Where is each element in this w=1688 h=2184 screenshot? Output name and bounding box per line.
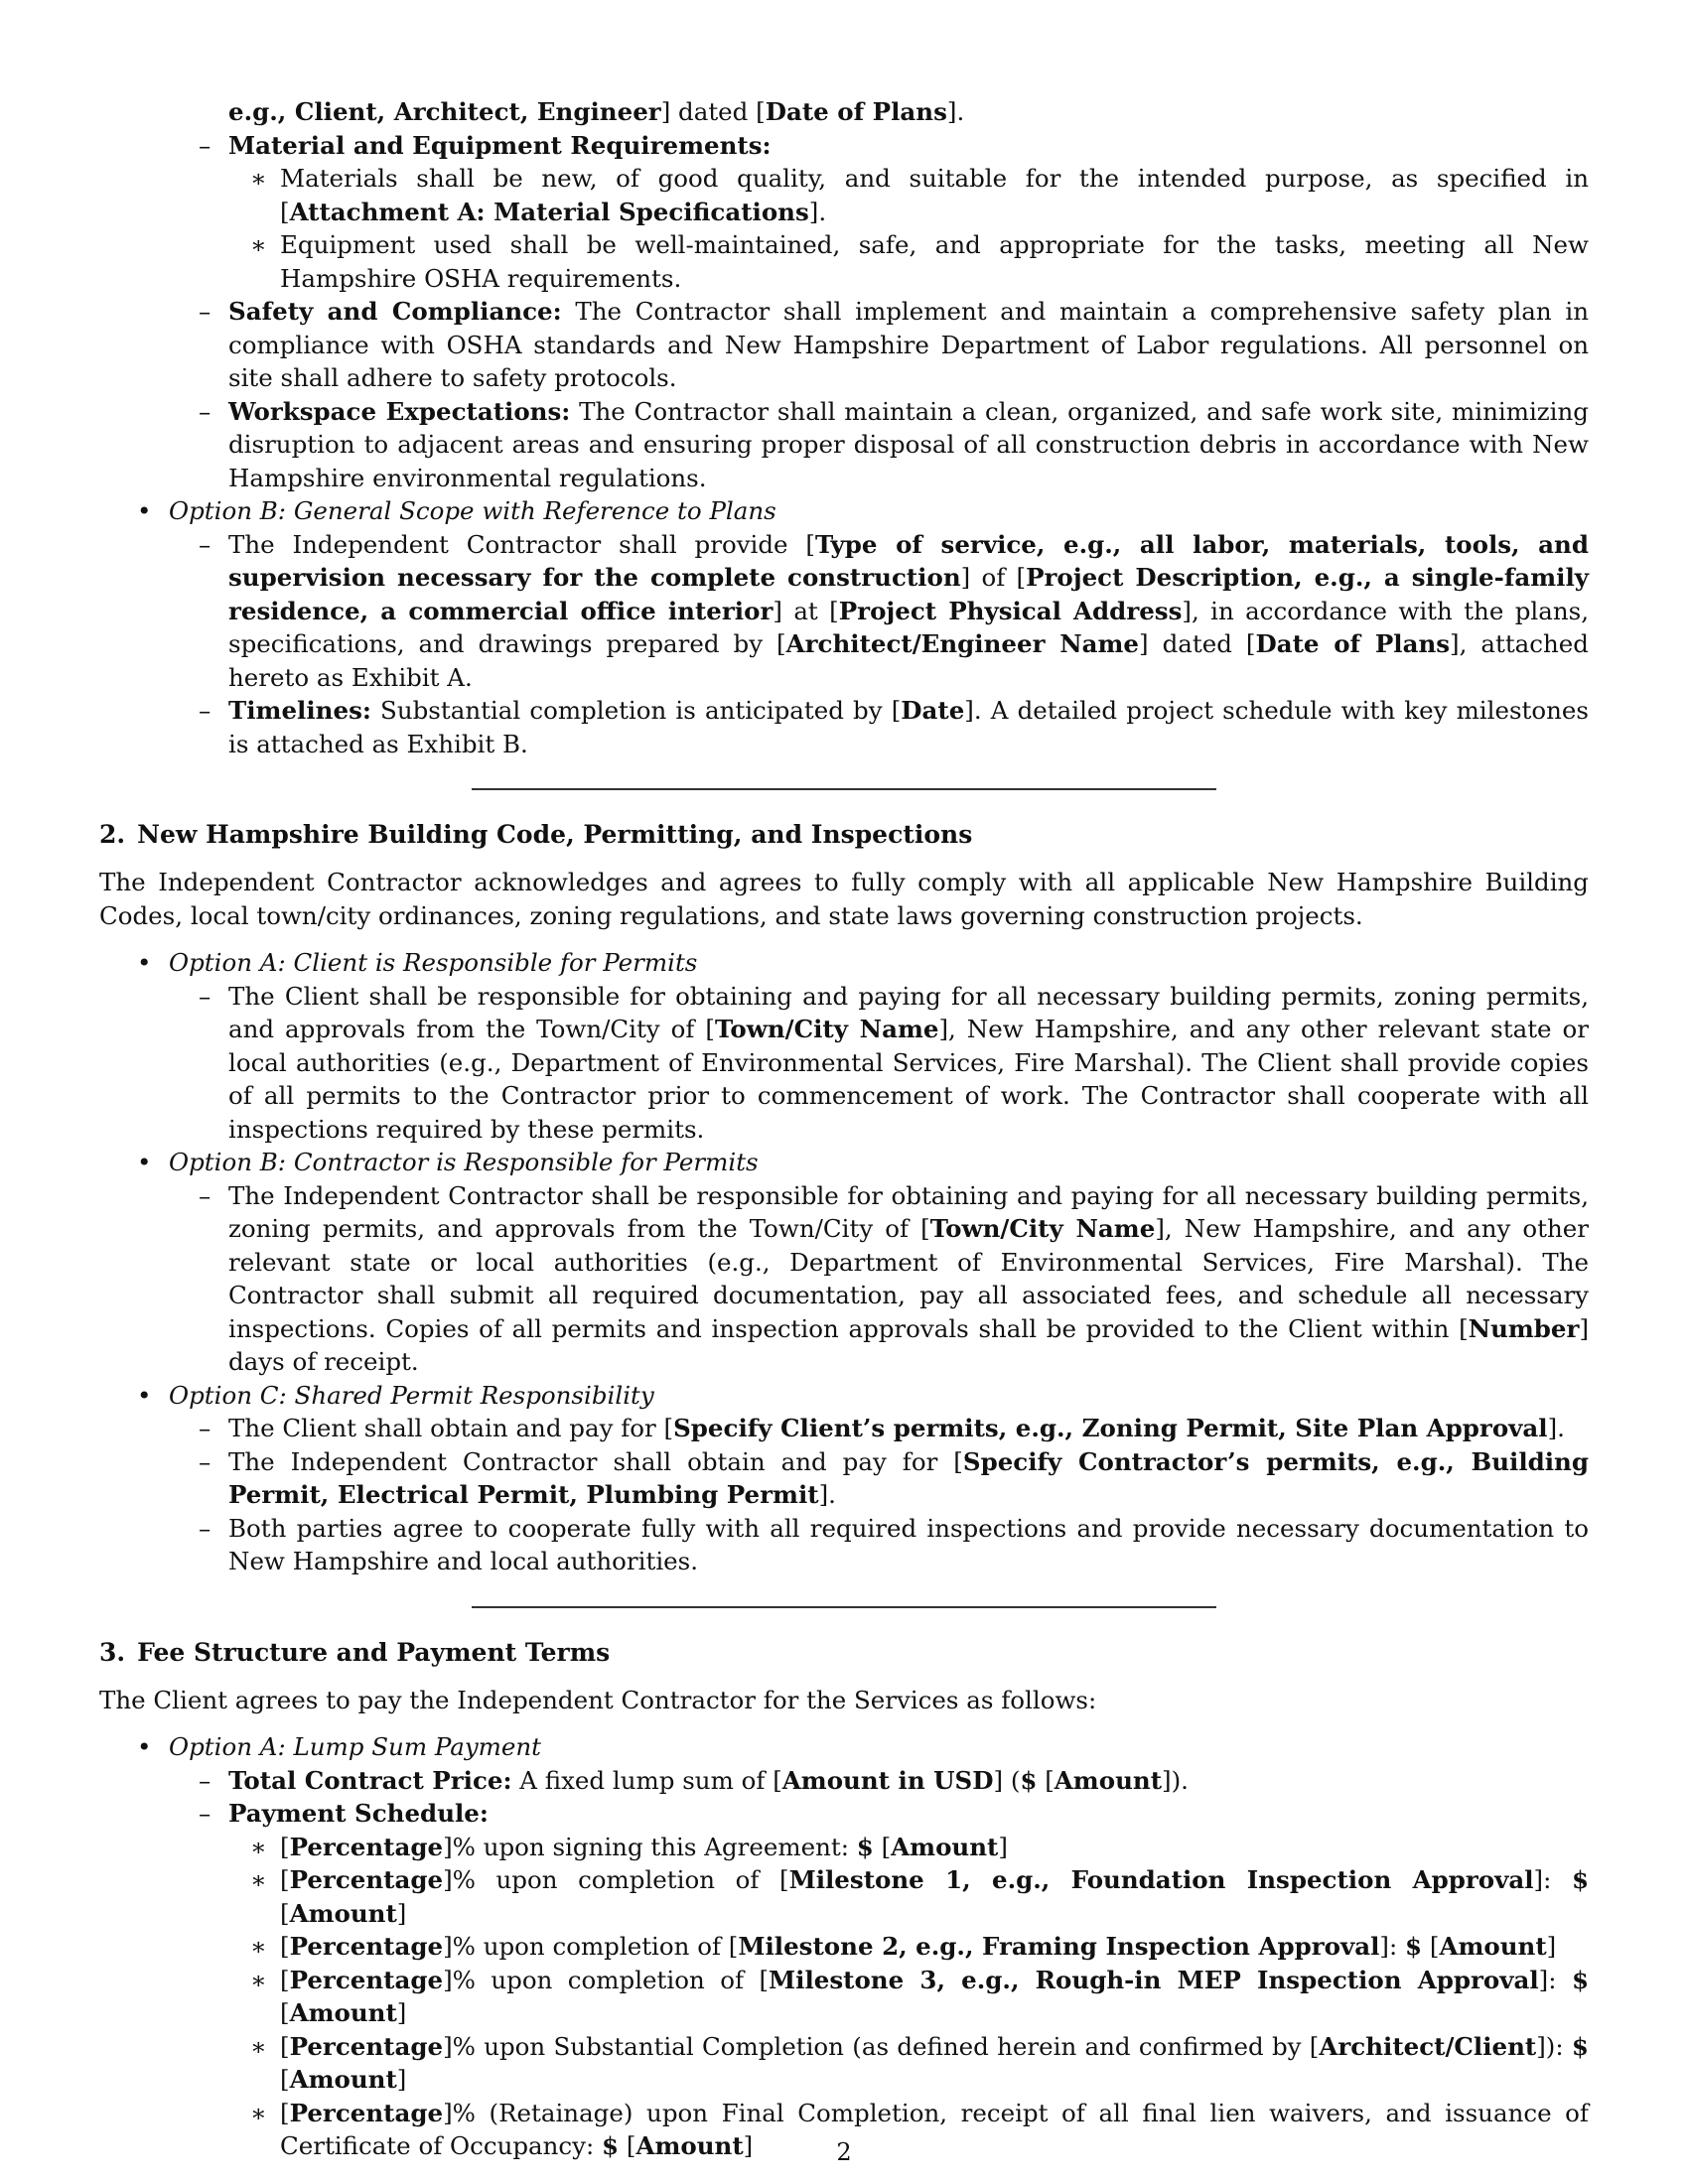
payment-schedule-item	[99, 1863, 1589, 1930]
text-run: [	[1422, 1932, 1440, 1961]
bold-placeholder: Architect/Engineer Name	[785, 629, 1140, 658]
text-run: The Contractor shall maintain a clean, organized, and safe work site, minimizing disruption to adjacent areas and ensuring proper disposal of all construction debris in accordance with New Hampshire environmental regulations.	[228, 396, 1589, 492]
option-item	[99, 1730, 1589, 1764]
bold-placeholder: Amount in USD	[781, 1765, 994, 1795]
bullet-marker: •	[137, 1732, 152, 1761]
dash-marker: –	[199, 396, 211, 426]
bold-placeholder: Attachment A: Material Specifications	[289, 197, 809, 226]
bullet-marker: •	[137, 1380, 152, 1410]
text-run: The Client shall obtain and pay for [	[228, 1414, 674, 1442]
list-item	[99, 295, 1589, 395]
bold-placeholder: Percentage	[289, 1932, 444, 1961]
bold-placeholder: Project Description, e.g., a single-family residence, a commercial office interior	[228, 563, 1590, 625]
text-run: ] dated [	[1139, 629, 1256, 658]
dash-marker: –	[199, 1414, 211, 1442]
continuation-fragment	[99, 95, 1589, 129]
text-run: ]% upon Substantial Completion (as defined herein and confirmed by [	[443, 2031, 1320, 2061]
option-title: Option A: Client is Responsible for Permits	[169, 948, 698, 977]
text-run: ], New Hampshire, and any other relevant state or local authorities (e.g., Department of Environmental Services, Fire Marshal). The Client shall provide copies of all permits to the Contractor prior to commencement of work. The Contractor shall cooperate with all inspections required by these permits.	[228, 1015, 1589, 1144]
dash-marker: –	[199, 696, 211, 725]
star-marker: ∗	[250, 1965, 267, 1994]
list-item	[99, 1764, 1589, 1798]
bold-placeholder: $	[602, 2131, 620, 2160]
dash-marker: –	[199, 130, 211, 160]
text-run: [	[619, 2131, 636, 2160]
bold-placeholder: Percentage	[289, 1832, 444, 1861]
bold-placeholder: Specify Client’s permits, e.g., Zoning Permit, Site Plan Approval	[673, 1414, 1548, 1442]
text-run: Equipment used shall be well-maintained, safe, and appropriate for the tasks, meeting all New Hampshire OSHA requirements.	[280, 230, 1589, 293]
bold-placeholder: Date of Plans	[1255, 629, 1451, 658]
text-run: ].	[808, 197, 827, 226]
list-item	[99, 1179, 1589, 1379]
text-run: ]% upon signing this Agreement:	[443, 1832, 857, 1861]
text-run: ] days of receipt.	[228, 1313, 1589, 1376]
text-run: ]	[743, 2131, 754, 2160]
text-run: ]:	[1533, 1865, 1572, 1894]
text-run: ].	[946, 97, 965, 126]
document-page	[99, 95, 1589, 2163]
bold-placeholder: Percentage	[289, 1965, 444, 1994]
text-run: The Independent Contractor shall obtain and pay for [	[228, 1446, 963, 1476]
star-marker: ∗	[250, 2031, 267, 2061]
text-run: A fixed lump sum of [	[511, 1765, 782, 1795]
text-run: Materials shall be new, of good quality, and suitable for the intended purpose, as specified in [	[280, 164, 1589, 226]
bold-placeholder: Town/City Name	[714, 1015, 939, 1043]
list-item	[99, 694, 1589, 760]
bold-placeholder: Amount	[1054, 1765, 1163, 1795]
text-run: [	[280, 2031, 290, 2061]
list-item	[99, 162, 1589, 228]
text-run: The Contractor shall implement and maintain a comprehensive safety plan in compliance with OSHA standards and New Hampshire Department of Labor regulations. All personnel on site shall adhere to safety protocols.	[228, 297, 1589, 392]
text-run: The Independent Contractor shall provide [	[228, 529, 815, 559]
text-run: [	[873, 1832, 892, 1861]
bullet-marker: •	[137, 948, 152, 977]
text-run: ].	[1547, 1414, 1565, 1442]
bold-placeholder: $	[856, 1832, 874, 1861]
star-marker: ∗	[250, 1865, 267, 1894]
bold-placeholder: e.g., Client, Architect, Engineer	[228, 97, 661, 126]
bold-placeholder: Percentage	[289, 1865, 444, 1894]
star-marker: ∗	[250, 164, 267, 193]
text-run: [	[1037, 1765, 1055, 1795]
option-title: Option B: Contractor is Responsible for Permits	[169, 1148, 759, 1176]
option-title: Option B: General Scope with Reference to Plans	[169, 496, 776, 525]
list-item	[99, 228, 1589, 295]
item-heading: Payment Schedule:	[228, 1799, 489, 1828]
item-heading: Safety and Compliance:	[228, 297, 562, 326]
text-run: [	[280, 2098, 290, 2127]
text-run: ]).	[1162, 1765, 1189, 1795]
text-run: ]	[998, 1832, 1008, 1861]
list-item	[99, 1797, 1589, 1831]
text-run: ]):	[1536, 2031, 1572, 2061]
text-run: [	[280, 1932, 290, 1961]
option-item	[99, 1379, 1589, 1413]
section-heading	[99, 818, 1589, 852]
section-title: Fee Structure and Payment Terms	[137, 1637, 611, 1667]
text-run: ]	[396, 1898, 407, 1928]
payment-schedule-item	[99, 1831, 1589, 1864]
dash-marker: –	[199, 981, 211, 1011]
dash-marker: –	[199, 1446, 211, 1476]
text-run: ]	[396, 2065, 407, 2094]
text-run: ] (	[993, 1765, 1021, 1795]
dash-marker: –	[199, 529, 211, 559]
list-item	[99, 528, 1589, 695]
text-run: Both parties agree to cooperate fully with all required inspections and provide necessary documentation to New Hampshire and local authorities.	[228, 1513, 1589, 1575]
section-heading	[99, 1636, 1589, 1670]
item-heading: Total Contract Price:	[228, 1765, 512, 1795]
bold-placeholder: Project Physical Address	[838, 596, 1183, 625]
list-item	[99, 129, 1589, 163]
section-intro: The Independent Contractor acknowledges and agrees to fully comply with all applicable New Hampshire Building Codes, local town/city ordinances, zoning regulations, and state laws governing construction projects.	[99, 868, 1589, 930]
star-marker: ∗	[250, 1832, 267, 1861]
item-heading: Workspace Expectations:	[228, 396, 571, 426]
dash-marker: –	[199, 1765, 211, 1795]
text-run: ], attached hereto as Exhibit A.	[228, 629, 1589, 692]
page-number: 2	[836, 2138, 852, 2166]
bold-placeholder: Amount	[289, 2065, 397, 2094]
option-title: Option A: Lump Sum Payment	[169, 1732, 542, 1761]
text-run: Substantial completion is anticipated by [	[370, 696, 902, 725]
bold-placeholder: Percentage	[289, 2031, 444, 2061]
dash-marker: –	[199, 1513, 211, 1543]
payment-schedule-item	[99, 1930, 1589, 1964]
text-run: [	[280, 1832, 290, 1861]
payment-schedule-item	[99, 2030, 1589, 2097]
text-run: ] of [	[960, 563, 1027, 592]
list-item	[99, 1512, 1589, 1578]
text-run: ]% upon completion of [	[443, 1865, 789, 1894]
text-run: [	[280, 1898, 290, 1928]
text-run: ]% upon completion of [	[443, 1965, 770, 1994]
bold-placeholder: Specify Contractor’s permits, e.g., Building Permit, Electrical Permit, Plumbing Permit	[228, 1446, 1590, 1509]
text-run: ]% upon completion of [	[443, 1932, 739, 1961]
star-marker: ∗	[250, 230, 267, 259]
dash-marker: –	[199, 297, 211, 326]
text-run: ] dated [	[660, 97, 766, 126]
bullet-marker: •	[137, 1148, 152, 1176]
section-divider	[472, 1606, 1216, 1608]
text-run: ]:	[1379, 1932, 1406, 1961]
list-item	[99, 980, 1589, 1147]
bold-placeholder: $	[1571, 1865, 1589, 1894]
section-intro: The Client agrees to pay the Independent Contractor for the Services as follows:	[99, 1685, 1097, 1714]
text-run: [	[280, 1865, 290, 1894]
bold-placeholder: Architect/Client	[1319, 2031, 1537, 2061]
text-run: The Independent Contractor shall be responsible for obtaining and paying for all necessary building permits, zoning permits, and approvals from the Town/City of [	[228, 1180, 1589, 1243]
text-run: ]:	[1538, 1965, 1572, 1994]
bold-placeholder: Amount	[1439, 1932, 1547, 1961]
item-heading: Material and Equipment Requirements:	[228, 130, 772, 160]
text-run: [	[280, 1998, 290, 2027]
list-item	[99, 1445, 1589, 1512]
section-number: 2.	[99, 820, 126, 849]
text-run: ].	[818, 1480, 836, 1509]
section-number: 3.	[99, 1637, 126, 1667]
bold-placeholder: Amount	[891, 1832, 999, 1861]
bold-placeholder: Date of Plans	[765, 97, 947, 126]
bold-placeholder: Amount	[289, 1898, 397, 1928]
option-title: Option C: Shared Permit Responsibility	[169, 1380, 654, 1410]
bold-placeholder: $	[1020, 1765, 1038, 1795]
text-run: [	[280, 2065, 290, 2094]
text-run: ], New Hampshire, and any other relevant state or local authorities (e.g., Department of Environmental Services, Fire Marshal). The Contractor shall submit all required documentation, pay all associated fees, and schedule all necessary inspections. Copies of all permits and inspection approvals shall be provided to the Client within [	[228, 1214, 1589, 1343]
list-item	[99, 395, 1589, 495]
text-run: ] at [	[773, 596, 839, 625]
option-item	[99, 946, 1589, 980]
bold-placeholder: $	[1405, 1932, 1423, 1961]
bold-placeholder: $	[1571, 1965, 1589, 1994]
bold-placeholder: $	[1571, 2031, 1589, 2061]
bold-placeholder: Town/City Name	[929, 1214, 1156, 1243]
text-run: The Client shall be responsible for obtaining and paying for all necessary building permits, zoning permits, and approvals from the Town/City of [	[228, 981, 1589, 1043]
text-run: [	[280, 1965, 290, 1994]
bold-placeholder: Milestone 2, e.g., Framing Inspection Approval	[738, 1932, 1380, 1961]
text-run: ]. A detailed project schedule with key milestones is attached as Exhibit B.	[228, 696, 1589, 758]
section-divider	[472, 788, 1216, 790]
bullet-marker: •	[137, 496, 152, 525]
section-title: New Hampshire Building Code, Permitting, and Inspections	[137, 820, 973, 849]
text-run: ], in accordance with the plans, specifications, and drawings prepared by [	[228, 596, 1589, 658]
star-marker: ∗	[250, 1932, 267, 1961]
option-item	[99, 494, 1589, 528]
payment-schedule-item	[99, 1964, 1589, 2030]
item-heading: Timelines:	[228, 696, 371, 725]
bold-placeholder: Percentage	[289, 2098, 444, 2127]
bold-placeholder: Milestone 1, e.g., Foundation Inspection Approval	[788, 1865, 1534, 1894]
list-item	[99, 1412, 1589, 1445]
text-run: ]	[396, 1998, 407, 2027]
dash-marker: –	[199, 1799, 211, 1828]
option-item	[99, 1146, 1589, 1179]
dash-marker: –	[199, 1180, 211, 1210]
text-run: ]% (Retainage) upon Final Completion, receipt of all final lien waivers, and issuance of Certificate of Occupancy:	[280, 2098, 1589, 2160]
bold-placeholder: Type of service, e.g., all labor, materials, tools, and supervision necessary for the complete construction	[228, 529, 1589, 592]
bold-placeholder: Amount	[289, 1998, 397, 2027]
bold-placeholder: Date	[901, 696, 965, 725]
star-marker: ∗	[250, 2098, 267, 2127]
text-run: ]	[1546, 1932, 1557, 1961]
bold-placeholder: Milestone 3, e.g., Rough-in MEP Inspection Approval	[769, 1965, 1539, 1994]
bold-placeholder: Amount	[635, 2131, 744, 2160]
bold-placeholder: Number	[1468, 1313, 1580, 1343]
